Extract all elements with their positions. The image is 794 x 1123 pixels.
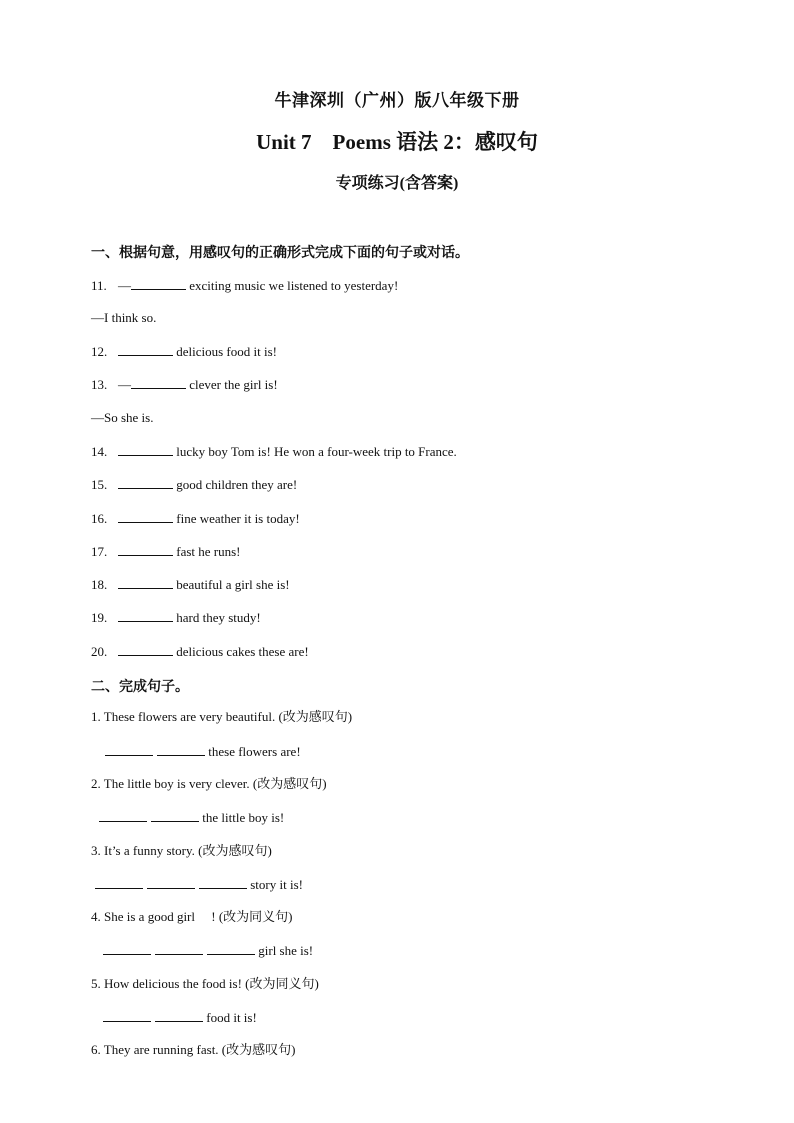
answer-blank[interactable] (95, 876, 143, 889)
answer-blank[interactable] (118, 543, 173, 556)
question-number: 14. (91, 444, 108, 459)
sentence-3-answer (95, 876, 303, 893)
answer-blank[interactable] (118, 343, 173, 356)
sentence-3-prompt: 3. It’s a funny story. (改为感叹句) (91, 843, 272, 858)
question-text: good children they are! (173, 477, 298, 492)
question-text: hard they study! (173, 610, 261, 625)
answer-blank[interactable] (118, 476, 173, 489)
answer-blank[interactable] (155, 942, 203, 955)
question-12 (91, 343, 277, 360)
question-18 (91, 576, 290, 593)
question-17 (91, 543, 241, 560)
question-number: 11. (91, 278, 107, 293)
answer-text: food it is! (203, 1010, 257, 1025)
sentence-4-prompt: 4. She is a good girl ! (改为同义句) (91, 909, 293, 924)
answer-text: the little boy is! (199, 810, 285, 825)
question-number: 13. (91, 377, 108, 392)
dialogue-reply-11: —I think so. (91, 310, 157, 325)
sentence-6-prompt: 6. They are running fast. (改为感叹句) (91, 1042, 296, 1057)
question-text: fine weather it is today! (173, 511, 300, 526)
sentence-4-answer (103, 942, 313, 959)
question-number: 20. (91, 644, 108, 659)
document-series-title: 牛津深圳（广州）版八年级下册 (274, 91, 520, 110)
answer-blank[interactable] (99, 809, 147, 822)
answer-blank[interactable] (131, 277, 186, 290)
answer-text: story it is! (247, 877, 303, 892)
question-text: delicious cakes these are! (173, 644, 309, 659)
question-19 (91, 609, 261, 626)
answer-blank[interactable] (151, 809, 199, 822)
question-text: fast he runs! (173, 544, 241, 559)
question-text: clever the girl is! (186, 377, 278, 392)
answer-blank[interactable] (157, 743, 205, 756)
answer-blank[interactable] (207, 942, 255, 955)
dash: — (118, 377, 131, 392)
document-subtitle: 专项练习(含答案) (335, 175, 459, 192)
sentence-5-prompt: 5. How delicious the food is! (改为同义句) (91, 976, 319, 991)
question-15 (91, 476, 297, 493)
sentence-2-answer (99, 809, 284, 826)
answer-text: these flowers are! (205, 744, 301, 759)
question-14 (91, 443, 457, 460)
document-unit-title: Unit 7 Poems 语法 2：感叹句 (256, 130, 538, 154)
answer-blank[interactable] (118, 443, 173, 456)
section-2-title: 二、完成句子。 (91, 680, 189, 695)
question-11 (91, 277, 398, 294)
question-text: exciting music we listened to yesterday! (186, 278, 399, 293)
answer-blank[interactable] (118, 643, 173, 656)
question-text: lucky boy Tom is! He won a four-week trip to France. (173, 444, 457, 459)
question-13 (91, 376, 278, 393)
question-number: 18. (91, 577, 108, 592)
answer-blank[interactable] (147, 876, 195, 889)
section-1-title: 一、根据句意，用感叹句的正确形式完成下面的句子或对话。 (91, 246, 469, 261)
answer-blank[interactable] (118, 609, 173, 622)
sentence-1-prompt: 1. These flowers are very beautiful. (改为感叹句) (91, 709, 353, 724)
question-number: 15. (91, 477, 108, 492)
answer-blank[interactable] (131, 376, 186, 389)
question-number: 17. (91, 544, 108, 559)
answer-text: girl she is! (255, 943, 314, 958)
answer-blank[interactable] (155, 1009, 203, 1022)
question-number: 16. (91, 511, 108, 526)
dash: — (118, 278, 131, 293)
question-number: 12. (91, 344, 108, 359)
answer-blank[interactable] (118, 510, 173, 523)
answer-blank[interactable] (103, 1009, 151, 1022)
question-16 (91, 510, 300, 527)
question-text: delicious food it is! (173, 344, 277, 359)
question-number: 19. (91, 610, 108, 625)
answer-blank[interactable] (118, 576, 173, 589)
answer-blank[interactable] (199, 876, 247, 889)
sentence-1-answer (105, 743, 301, 760)
dialogue-reply-13: —So she is. (91, 410, 154, 425)
sentence-2-prompt: 2. The little boy is very clever. (改为感叹句) (91, 776, 327, 791)
answer-blank[interactable] (103, 942, 151, 955)
sentence-5-answer (103, 1009, 257, 1026)
question-text: beautiful a girl she is! (173, 577, 290, 592)
question-20 (91, 643, 309, 660)
answer-blank[interactable] (105, 743, 153, 756)
